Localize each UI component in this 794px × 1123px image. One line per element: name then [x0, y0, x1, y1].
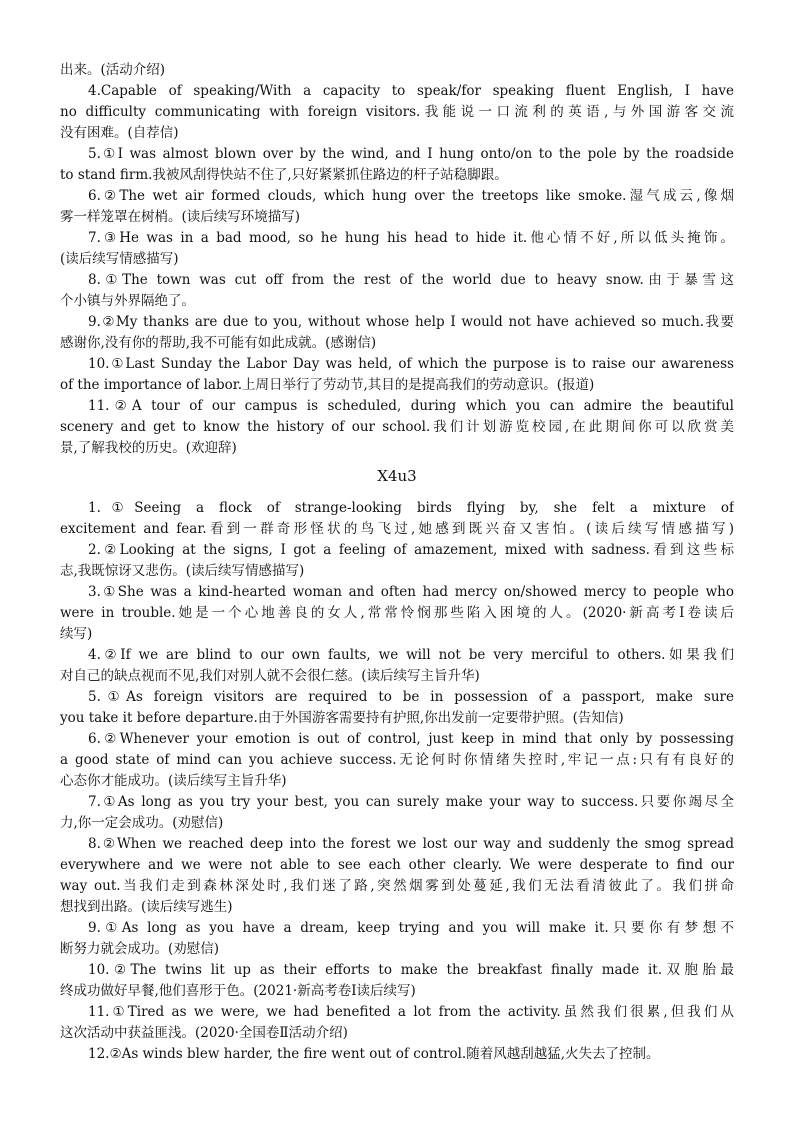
- text-line: 想找到出路。(读后续写逃生): [60, 899, 233, 915]
- text-line: 1.①Seeing a flock of strange-looking birds flying by, she felt a mixture of: [88, 500, 734, 516]
- text-line: way out.当我们走到森林深处时,我们迷了路,突然烟雾到处蔓延,我们无法看清彼此了。我们拼命: [60, 878, 734, 894]
- text-line: 6.②The wet air formed clouds, which hung over the treetops like smoke.湿气成云,像烟: [88, 188, 734, 204]
- text-line: 3.①She was a kind-hearted woman and often had mercy on/showed mercy to people who: [88, 584, 734, 600]
- text-line: 个小镇与外界隔绝了。: [60, 293, 195, 309]
- text-line: 10.①Last Sunday the Labor Day was held, of which the purpose is to raise our awareness: [88, 356, 734, 372]
- text-line: everywhere and we were not able to see each other clearly. We were desperate to find our: [60, 857, 734, 873]
- text-line: scenery and get to know the history of our school.我们计划游览校园,在此期间你可以欣赏美: [60, 419, 734, 435]
- text-line: 雾一样笼罩在树梢。(读后续写环境描写): [60, 209, 301, 225]
- text-line: 7.③He was in a bad mood, so he hung his head to hide it.他心情不好,所以低头掩饰。: [88, 230, 734, 246]
- text-line: 4.②If we are blind to our own faults, we will not be very merciful to others.如果我们: [88, 647, 734, 663]
- text-line: 11.①Tired as we were, we had benefited a lot from the activity.虽然我们很累,但我们从: [88, 1004, 734, 1020]
- text-line: no difficulty communicating with foreign visitors.我能说一口流利的英语,与外国游客交流: [60, 104, 734, 120]
- text-line: 5.①As foreign visitors are required to be in possession of a passport, make sure: [88, 689, 734, 705]
- text-line: 7.①As long as you try your best, you can surely make your way to success.只要你竭尽全: [88, 794, 734, 810]
- text-line: 11.②A tour of our campus is scheduled, during which you can admire the beautiful: [88, 398, 734, 414]
- text-line: 5.①I was almost blown over by the wind, and I hung onto/on to the pole by the roadside: [88, 146, 734, 162]
- text-line: 断努力就会成功。(劝慰信): [60, 941, 220, 957]
- text-line: 感谢你,没有你的帮助,我不可能有如此成就。(感谢信): [60, 335, 377, 351]
- text-line: 没有困难。(自荐信): [60, 125, 179, 141]
- text-line: excitement and fear.看到一群奇形怪状的鸟飞过,她感到既兴奋又害怕。(读后续写情感描写): [60, 521, 734, 537]
- text-line: 9.①As long as you have a dream, keep trying and you will make it.只要你有梦想不: [88, 920, 734, 936]
- text-line: 4.Capable of speaking/With a capacity to speak/for speaking fluent English, I have: [88, 83, 734, 99]
- text-line: 6.②Whenever your emotion is out of control, just keep in mind that only by possessing: [88, 731, 734, 747]
- text-line: to stand firm.我被风刮得快站不住了,只好紧紧抓住路边的杆子站稳脚跟。: [60, 167, 508, 183]
- text-line: 对自己的缺点视而不见,我们对别人就不会很仁慈。(读后续写主旨升华): [60, 668, 480, 684]
- text-line: 9.②My thanks are due to you, without whose help I would not have achieved so much.我要: [88, 314, 734, 330]
- text-line: 12.②As winds blew harder, the fire went out of control.随着风越刮越猛,火失去了控制。: [88, 1046, 660, 1062]
- text-line: 出来。(活动介绍): [60, 62, 166, 78]
- text-line: 终成功做好早餐,他们喜形于色。(2021·新高考卷Ⅰ读后续写): [60, 983, 416, 999]
- text-line: 景,了解我校的历史。(欢迎辞): [60, 440, 237, 456]
- text-line: 心态你才能成功。(读后续写主旨升华): [60, 773, 287, 789]
- section-heading: X4u3: [377, 467, 417, 485]
- text-line: 这次活动中获益匪浅。(2020·全国卷Ⅱ活动介绍): [60, 1025, 348, 1041]
- text-line: 2.②Looking at the signs, I got a feeling of amazement, mixed with sadness.看到这些标: [88, 542, 734, 558]
- text-line: of the importance of labor.上周日举行了劳动节,其目的是提高我们的劳动意识。(报道): [60, 377, 595, 393]
- text-line: were in trouble.她是一个心地善良的女人,常常怜悯那些陷入困境的人。(2020·新高考Ⅰ卷读后: [60, 605, 734, 621]
- text-line: a good state of mind can you achieve success.无论何时你情绪失控时,牢记一点:只有有良好的: [60, 752, 734, 768]
- text-line: 8.②When we reached deep into the forest we lost our way and suddenly the smog spread: [88, 836, 734, 852]
- text-line: you take it before departure.由于外国游客需要持有护照,你出发前一定要带护照。(告知信): [60, 710, 624, 726]
- text-line: 力,你一定会成功。(劝慰信): [60, 815, 224, 831]
- text-line: (读后续写情感描写): [60, 251, 179, 267]
- text-line: 8.①The town was cut off from the rest of the world due to heavy snow.由于暴雪这: [88, 272, 734, 288]
- text-line: 10.②The twins lit up as their efforts to make the breakfast finally made it.双胞胎最: [88, 962, 734, 978]
- text-line: 续写): [60, 626, 93, 642]
- text-line: 志,我既惊讶又悲伤。(读后续写情感描写): [60, 563, 305, 579]
